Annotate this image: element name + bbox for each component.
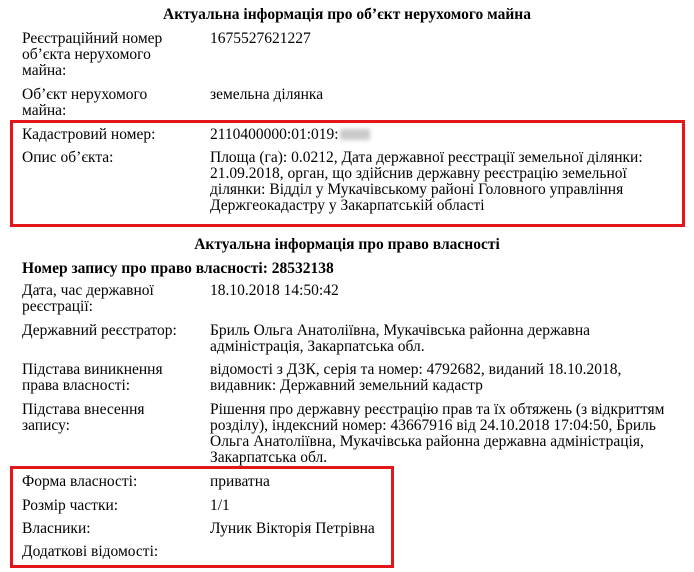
registration-date-label: Дата, час державної реєстрації: [22,282,154,315]
cadastral-number-label: Кадастровий номер: [22,126,156,143]
cadastral-number-value [210,127,690,143]
ownership-basis-label: Підстава виникнення права власності: [22,361,163,394]
additional-info-label: Додаткові відомості: [22,543,159,560]
share-size-value: 1/1 [210,497,230,514]
description-label: Опис об’єкта: [22,149,114,166]
description-value: Площа (га): 0.0212, Дата державної реєстрації земельної ділянки: 21.09.2018, орган, що здійснив державну реєстрацію земельної ділянки: Відділ у Мукачівському районі Головного управління Держгеокадастру у Закарпатській області [210,149,643,214]
ownership-basis-value: відомості з ДЗК, серія та номер: 4792682, виданий 18.10.2018, видавник: Державний земельний кадастр [210,361,622,394]
object-type-label: Об’єкт нерухомого майна: [22,86,148,119]
registrar-value: Бриль Ольга Анатоліївна, Мукачівська районна державна адміністрація, Закарпатська обл. [210,322,591,355]
entry-basis-label: Підстава внесення запису: [22,401,145,434]
object-type-value: земельна ділянка [210,86,324,103]
share-size-label: Розмір частки: [22,497,119,514]
owners-label: Власники: [22,520,91,537]
ownership-form-value: приватна [210,473,270,490]
redacted-digits [340,129,370,140]
record-number-title: Номер запису про право власності: 28532138 [22,260,334,277]
entry-basis-value: Рішення про державну реєстрацію прав та їх обтяжень (з відкриттям розділу), індексний номер: 43667916 від 24.10.2018 17:04:50, Бриль Ольга Анатоліївна, Мукачівська районна державна адміністрація, Закарпатська обл. [210,401,665,466]
ownership-section-heading: Актуальна інформація про право власності [194,236,500,253]
cadastral-number-text: 2110400000:01:019: [210,126,339,143]
registration-date-value: 18.10.2018 14:50:42 [210,282,339,299]
object-section-heading: Актуальна інформація про об’єкт нерухомого майна [163,6,531,23]
reg-number-value: 1675527621227 [210,30,311,47]
registrar-label: Державний реєстратор: [22,322,177,339]
owners-value: Луник Вікторія Петрівна [210,520,375,537]
ownership-form-label: Форма власності: [22,473,138,490]
reg-number-label: Реєстраційний номер об’єкта нерухомого майна: [22,30,163,79]
